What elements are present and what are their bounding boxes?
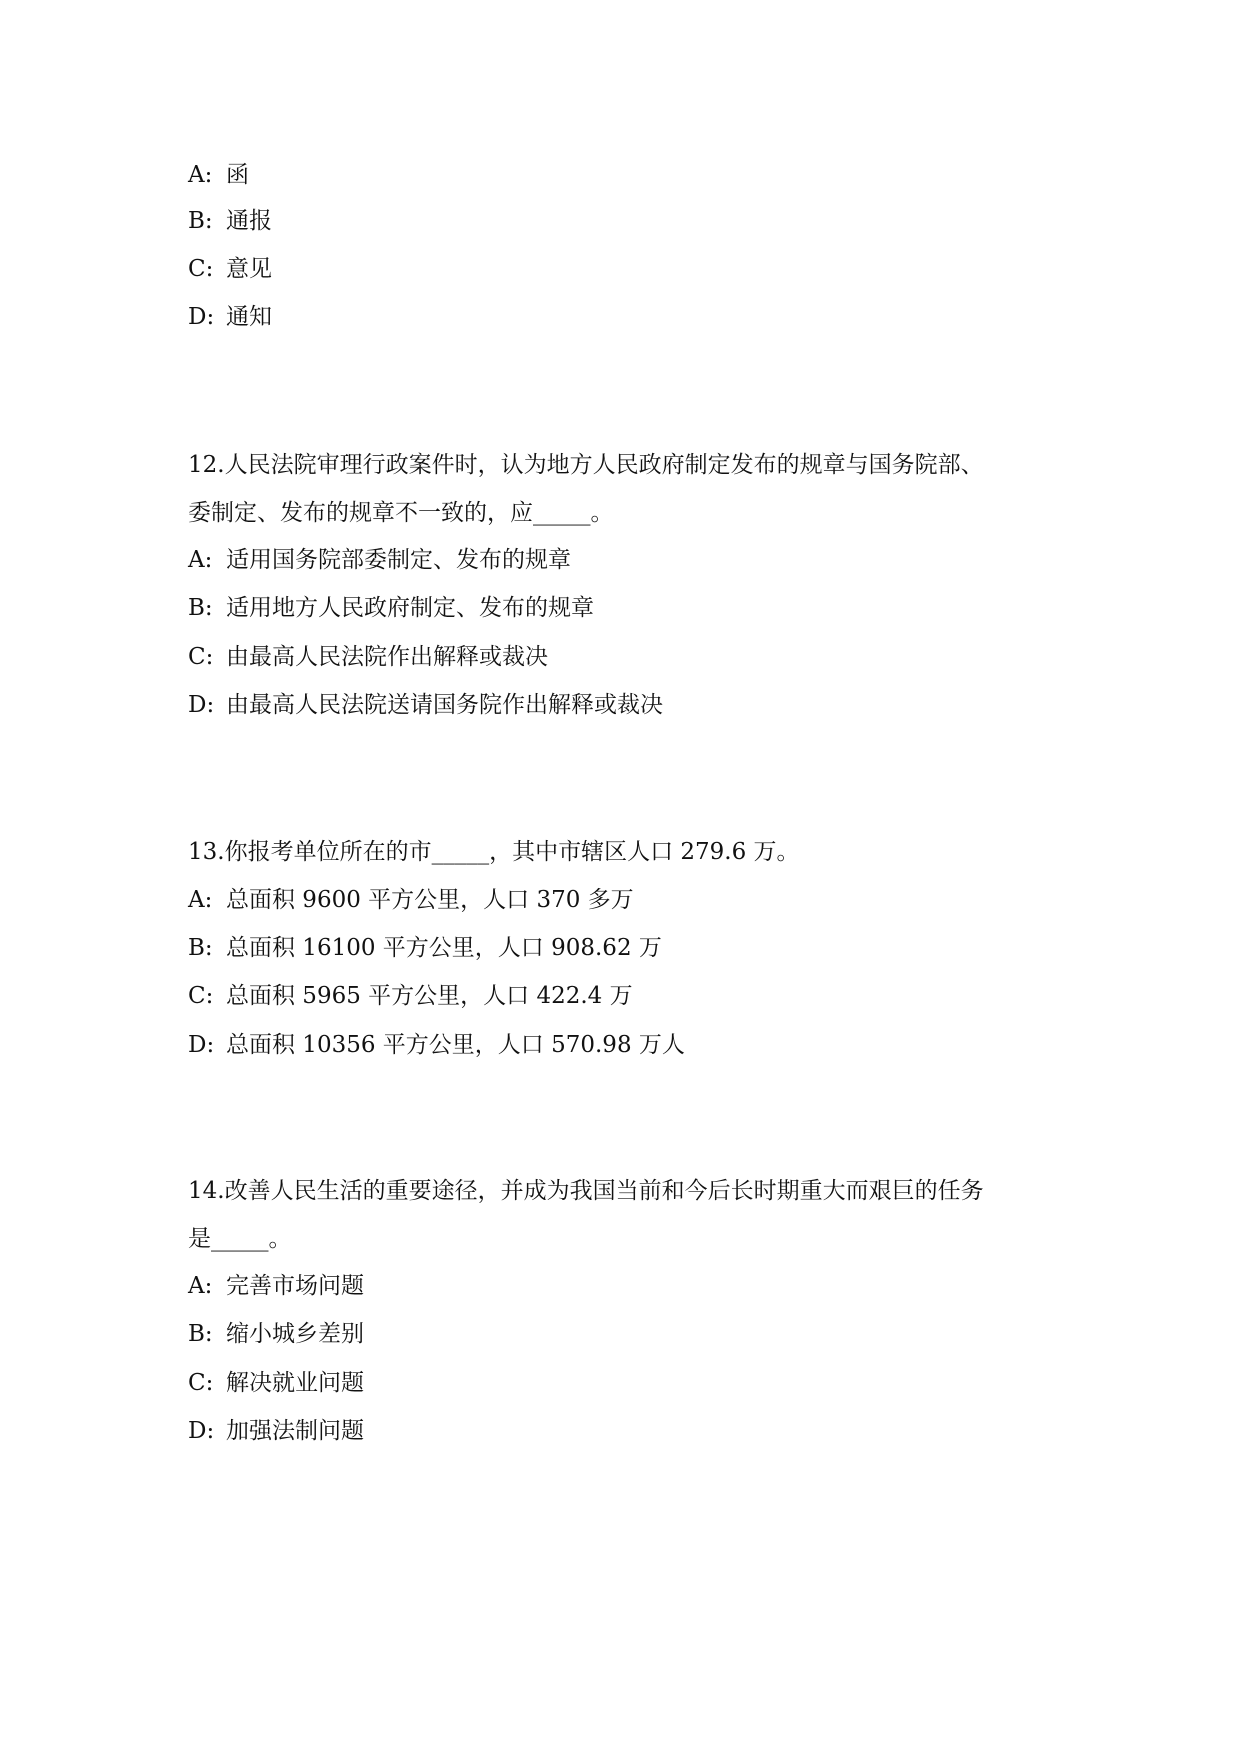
option-d bbox=[188, 302, 272, 332]
option-b bbox=[188, 206, 272, 236]
option-text: 加强法制问题 bbox=[226, 1418, 364, 1444]
option-letter: C: bbox=[188, 644, 214, 670]
option-letter: B: bbox=[188, 1321, 213, 1347]
option-d bbox=[188, 1030, 685, 1060]
option-d bbox=[188, 690, 663, 720]
option-a bbox=[188, 545, 571, 575]
option-text: 总面积 16100 平方公里，人口 908.62 万 bbox=[226, 935, 662, 961]
option-letter: A: bbox=[188, 887, 213, 913]
option-text: 通知 bbox=[226, 304, 272, 330]
option-text: 总面积 10356 平方公里，人口 570.98 万人 bbox=[226, 1032, 685, 1058]
option-b bbox=[188, 1319, 364, 1349]
option-c bbox=[188, 254, 272, 284]
option-letter: D: bbox=[188, 1418, 215, 1444]
option-text: 通报 bbox=[226, 208, 272, 234]
question-stem: 12.人民法院审理行政案件时，认为地方人民政府制定发布的规章与国务院部、 bbox=[188, 452, 984, 478]
question-stem-continued: 是_____。 bbox=[188, 1226, 292, 1252]
option-letter: D: bbox=[188, 692, 215, 718]
option-text: 缩小城乡差别 bbox=[226, 1321, 364, 1347]
option-text: 解决就业问题 bbox=[226, 1370, 364, 1396]
option-letter: A: bbox=[188, 162, 213, 188]
option-a bbox=[188, 160, 249, 190]
option-letter: A: bbox=[188, 1273, 213, 1299]
option-letter: C: bbox=[188, 256, 214, 282]
option-c bbox=[188, 642, 548, 672]
option-c bbox=[188, 1368, 364, 1398]
option-b bbox=[188, 933, 662, 963]
option-d bbox=[188, 1416, 364, 1446]
question-stem: 13.你报考单位所在的市_____，其中市辖区人口 279.6 万。 bbox=[188, 839, 800, 865]
option-a bbox=[188, 885, 634, 915]
option-text: 总面积 5965 平方公里，人口 422.4 万 bbox=[226, 983, 633, 1009]
option-letter: C: bbox=[188, 983, 214, 1009]
option-letter: B: bbox=[188, 595, 213, 621]
option-text: 由最高人民法院作出解释或裁决 bbox=[226, 644, 548, 670]
option-letter: C: bbox=[188, 1370, 214, 1396]
option-c bbox=[188, 981, 633, 1011]
option-a bbox=[188, 1271, 364, 1301]
option-text: 适用国务院部委制定、发布的规章 bbox=[226, 547, 571, 573]
option-letter: B: bbox=[188, 935, 213, 961]
question-stem-continued: 委制定、发布的规章不一致的，应_____。 bbox=[188, 500, 614, 526]
option-text: 完善市场问题 bbox=[226, 1273, 364, 1299]
option-text: 总面积 9600 平方公里，人口 370 多万 bbox=[226, 887, 634, 913]
option-letter: D: bbox=[188, 1032, 215, 1058]
option-letter: A: bbox=[188, 547, 213, 573]
option-letter: B: bbox=[188, 208, 213, 234]
question-stem: 14.改善人民生活的重要途径，并成为我国当前和今后长时期重大而艰巨的任务 bbox=[188, 1178, 984, 1204]
option-b bbox=[188, 593, 594, 623]
option-letter: D: bbox=[188, 304, 215, 330]
option-text: 由最高人民法院送请国务院作出解释或裁决 bbox=[226, 692, 663, 718]
option-text: 适用地方人民政府制定、发布的规章 bbox=[226, 595, 594, 621]
option-text: 函 bbox=[226, 162, 249, 188]
option-text: 意见 bbox=[226, 256, 272, 282]
